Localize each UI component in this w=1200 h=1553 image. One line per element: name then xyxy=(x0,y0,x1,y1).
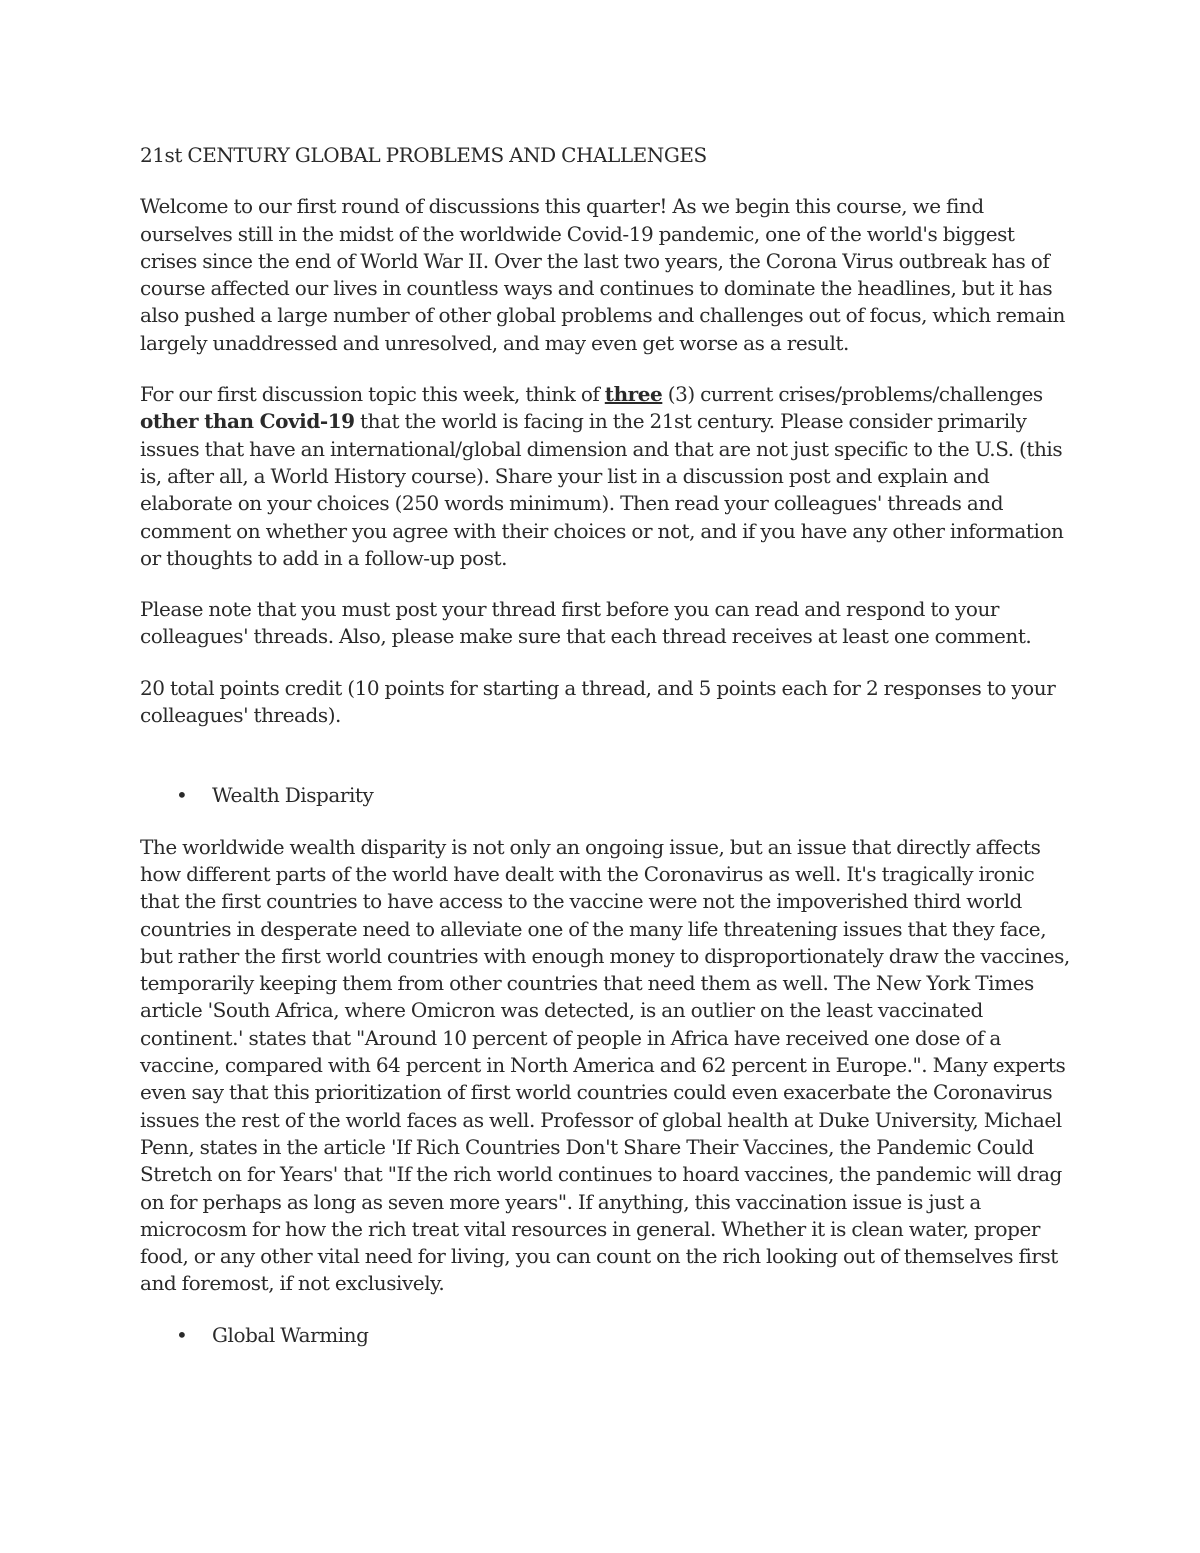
topic-text-2: (3) current crises/problems/challenges xyxy=(662,382,1043,407)
bullet-icon: • xyxy=(176,783,188,808)
topic-text-3: that the world is facing in the 21st century. Please consider primarily issues that have an international/global dimension and that are not just specific to the U.S. (this is, after all, a World History course). Share your list in a discussion post and explain and elaborate on your choices (250 words minimum). Then read your colleagues' threads and comment on whether you agree with their choices or not, and if you have any other information or thoughts to add in a follow-up post. xyxy=(140,409,1064,570)
bullet-label: Wealth Disparity xyxy=(212,783,374,808)
intro-paragraph: Welcome to our first round of discussions this quarter! As we begin this course, we find ourselves still in the midst of the worldwide Covid-19 pandemic, one of the world's biggest crises since the end of World War II. Over the last two years, the Corona Virus outbreak has of course affected our lives in countless ways and continues to dominate the headlines, but it has also pushed a large number of other global problems and challenges out of focus, which remain largely unaddressed and unresolved, and may even get worse as a result. xyxy=(140,194,1065,355)
bullet-item-wealth xyxy=(140,782,1070,809)
document-title: 21st CENTURY GLOBAL PROBLEMS AND CHALLENGES xyxy=(140,143,707,167)
document-body xyxy=(140,142,1070,1373)
bullet-icon: • xyxy=(176,1322,188,1347)
topic-emphasis-other: other than Covid-19 xyxy=(140,409,355,434)
bullet-label: Global Warming xyxy=(212,1322,369,1347)
note-paragraph: Please note that you must post your thread first before you can read and respond to your colleagues' threads. Also, please make sure that each thread receives at least one comment. xyxy=(140,597,1032,649)
topic-text-1: For our first discussion topic this week, think of xyxy=(140,382,605,407)
points-paragraph: 20 total points credit (10 points for starting a thread, and 5 points each for 2 responses to your colleagues' threads). xyxy=(140,675,1056,728)
topic-emphasis-three: three xyxy=(604,382,663,407)
wealth-paragraph: The worldwide wealth disparity is not only an ongoing issue, but an issue that directly affects how different parts of the world have dealt with the Coronavirus as well. It's tragically ironic that the first countries to have access to the vaccine were not the impoverished third world countries in desperate need to alleviate one of the many life threatening issues that they face, but rather the first world countries with enough money to disproportionately draw the vaccines, temporarily keeping them from other countries that need them as well. The New York Times article 'South Africa, where Omicron was detected, is an outlier on the least vaccinated continent.' states that "Around 10 percent of people in Africa have received one dose of a vaccine, compared with 64 percent in North America and 62 percent in Europe.". Many experts even say that this prioritization of first world countries could even exacerbate the Coronavirus issues the rest of the world faces as well. Professor of global health at Duke University, Michael Penn, states in the article 'If Rich Countries Don't Share Their Vaccines, the Pandemic Could Stretch on for Years' that "If the rich world continues to hoard vaccines, the pandemic will drag on for perhaps as long as seven more years". If anything, this vaccination issue is just a microcosm for how the rich treat vital resources in general. Whether it is clean water, proper food, or any other vital need for living, you can count on the rich looking out of themselves first and foremost, if not exclusively. xyxy=(140,834,1070,1296)
bullet-item-global-warming xyxy=(140,1322,1070,1349)
topic-paragraph xyxy=(140,381,1070,572)
spacer xyxy=(140,753,1070,782)
